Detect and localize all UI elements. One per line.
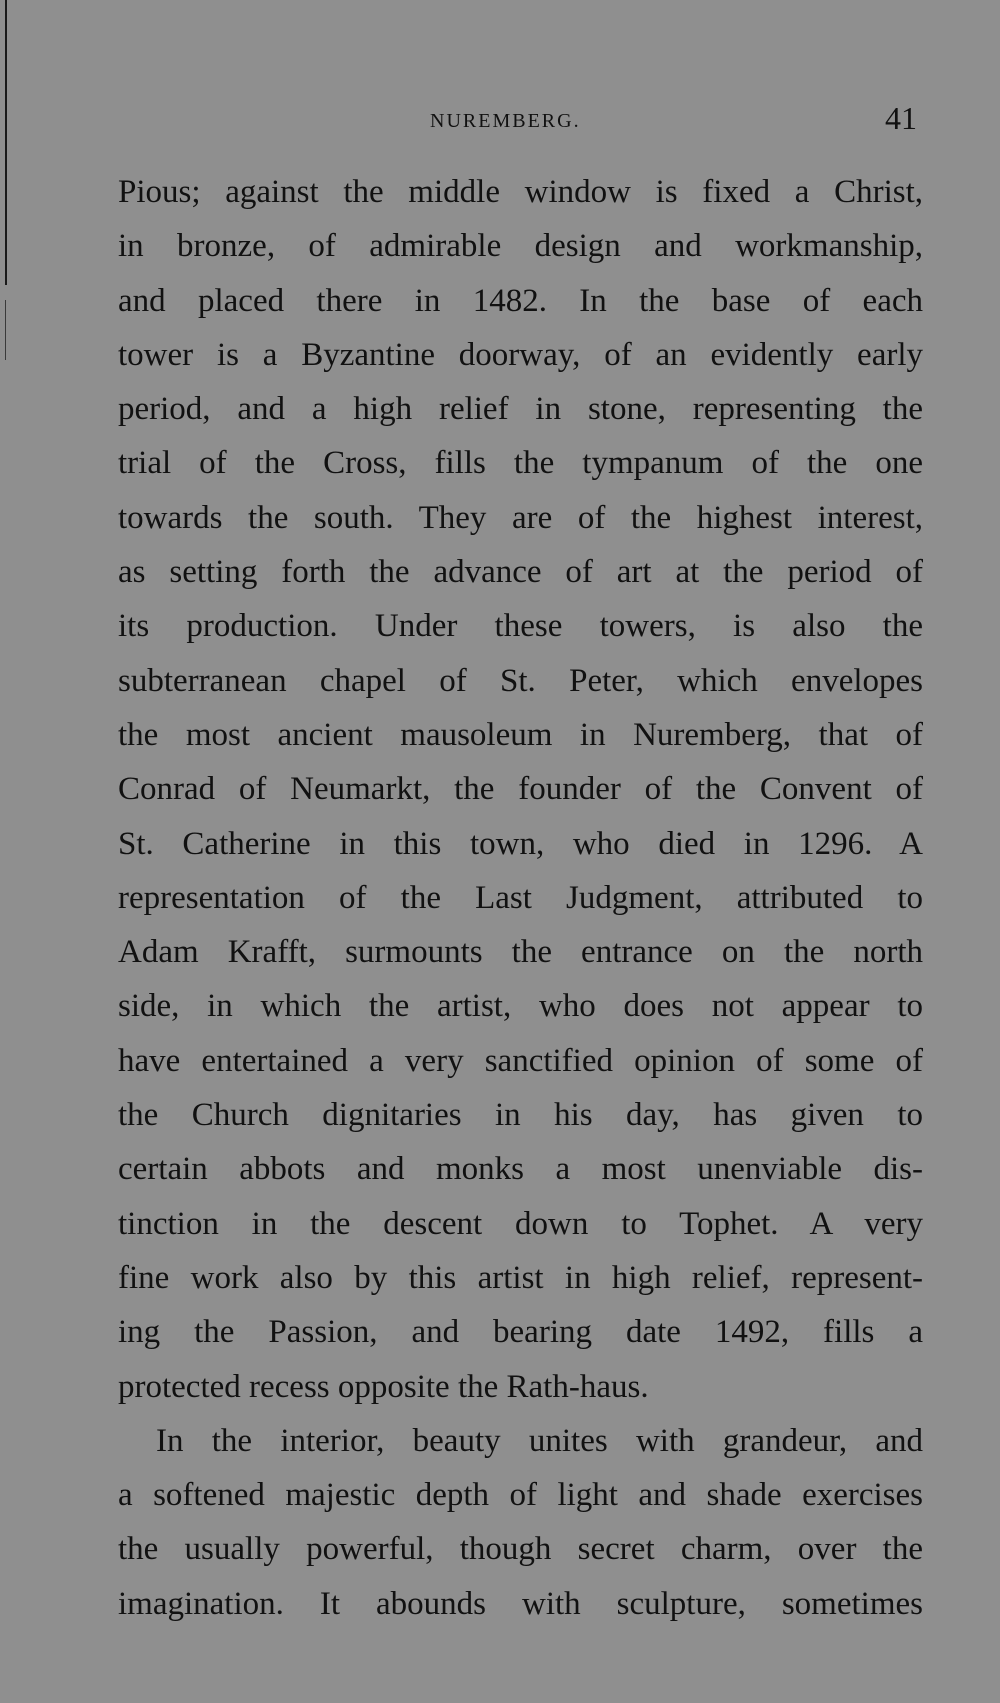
text-line: the Church dignitaries in his day, has given to <box>118 1097 923 1134</box>
text-line: towards the south. They are of the highest interest, <box>118 499 923 536</box>
text-line: tinction in the descent down to Tophet. A very <box>118 1205 923 1242</box>
paragraph-2 <box>118 1414 923 1631</box>
text-line: In the interior, beauty unites with grandeur, and <box>156 1422 923 1459</box>
page-number: 41 <box>885 100 917 136</box>
text-line: the most ancient mausoleum in Nuremberg, that of <box>118 716 923 753</box>
text-line: fine work also by this artist in high relief, represent- <box>118 1259 923 1296</box>
text-line: ing the Passion, and bearing date 1492, fills a <box>118 1314 923 1351</box>
text-line: period, and a high relief in stone, representing the <box>118 391 923 428</box>
text-line: certain abbots and monks a most unenviable dis- <box>118 1151 923 1188</box>
text-line: Pious; against the middle window is fixed a Christ, <box>118 174 923 210</box>
binding-edge-line <box>5 0 7 285</box>
text-line: imagination. It abounds with sculpture, sometimes <box>118 1585 923 1622</box>
text-line: as setting forth the advance of art at the period of <box>118 554 923 591</box>
running-head-title: NUREMBERG. <box>430 110 581 132</box>
text-line: side, in which the artist, who does not appear to <box>118 988 923 1025</box>
text-line: Adam Krafft, surmounts the entrance on the north <box>118 934 923 971</box>
text-line: St. Catherine in this town, who died in 1296. A <box>118 825 923 862</box>
text-line: subterranean chapel of St. Peter, which envelopes <box>118 662 923 699</box>
text-line: Conrad of Neumarkt, the founder of the Convent of <box>118 771 923 808</box>
text-line: tower is a Byzantine doorway, of an evidently early <box>118 336 923 373</box>
paragraph-1 <box>118 165 923 1414</box>
binding-edge-mark <box>5 300 6 360</box>
text-line: representation of the Last Judgment, attributed to <box>118 879 923 916</box>
text-line: have entertained a very sanctified opinion of some of <box>118 1042 923 1079</box>
text-line: protected recess opposite the Rath-haus. <box>118 1368 649 1405</box>
text-line: and placed there in 1482. In the base of each <box>118 282 923 319</box>
text-line: its production. Under these towers, is also the <box>118 608 923 645</box>
text-line: the usually powerful, though secret charm, over the <box>118 1531 923 1568</box>
text-line: in bronze, of admirable design and workmanship, <box>118 228 923 265</box>
body-text <box>118 165 923 1631</box>
text-line: trial of the Cross, fills the tympanum of the one <box>118 445 923 482</box>
text-line: a softened majestic depth of light and shade exercises <box>118 1477 923 1514</box>
